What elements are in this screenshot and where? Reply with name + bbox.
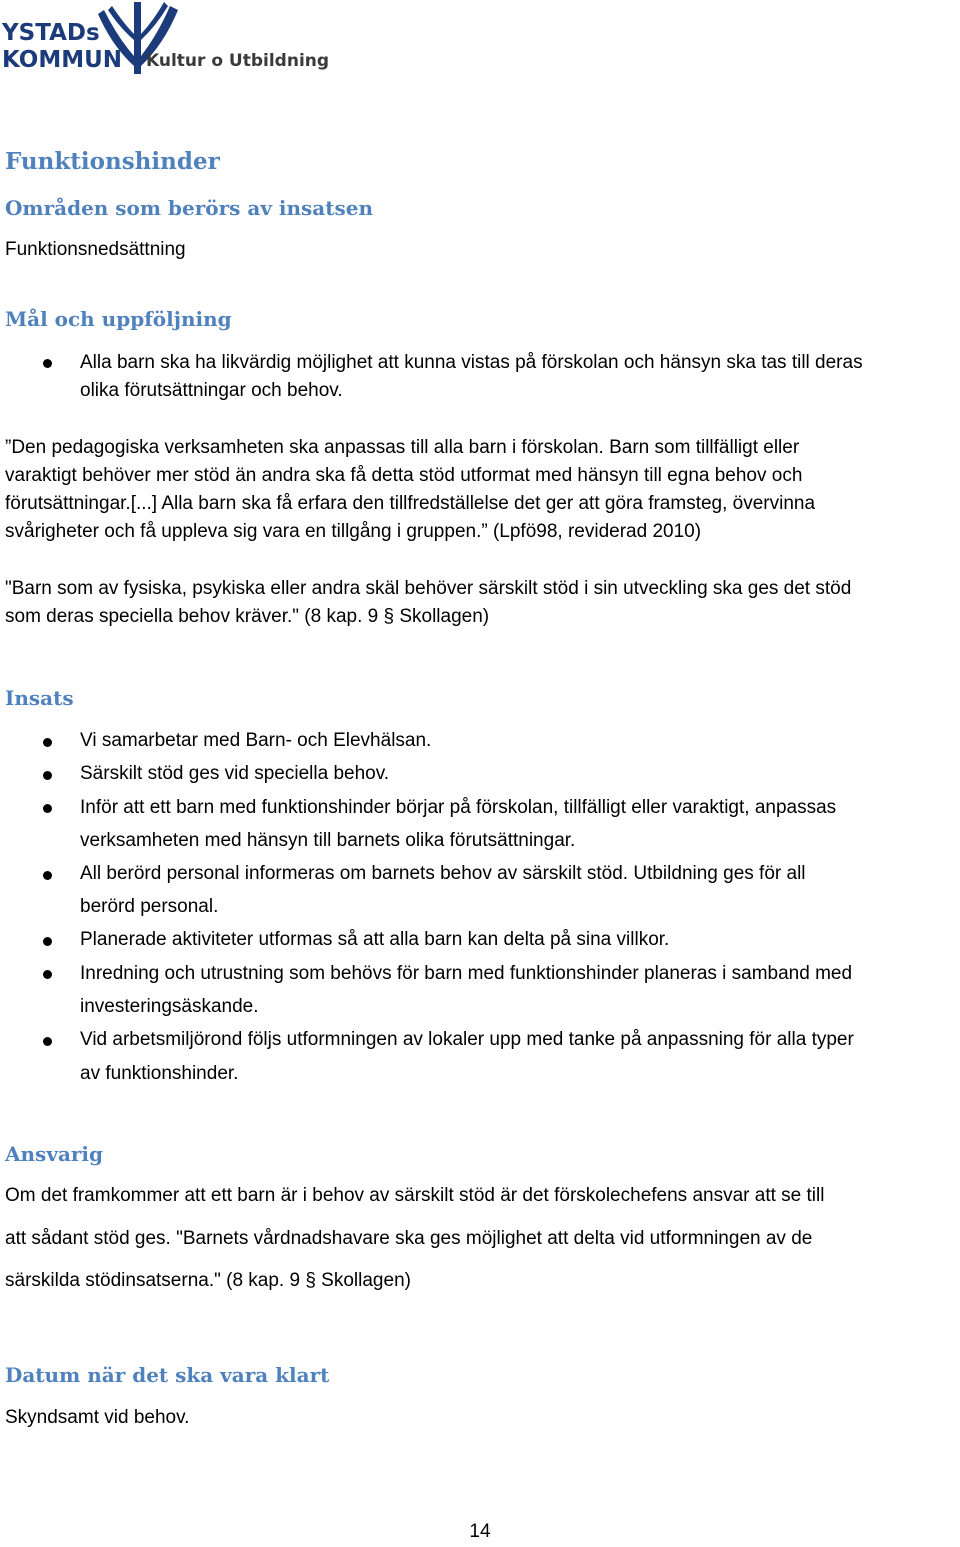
goals-heading: Mål och uppföljning xyxy=(5,307,232,331)
bullet-icon xyxy=(43,738,52,747)
goals-bullet-line2: olika förutsättningar och behov. xyxy=(80,380,343,401)
ystad-kommun-logo xyxy=(0,0,340,80)
bullet-icon xyxy=(43,1037,52,1046)
actions-item-3-line1: Inför att ett barn med funktionshinder börjar på förskolan, tillfälligt eller varaktigt, anpassas xyxy=(80,797,837,818)
responsible-line3: särskilda stödinsatserna." (8 kap. 9 § Skollagen) xyxy=(5,1270,411,1291)
responsible-heading: Ansvarig xyxy=(5,1142,104,1166)
logo-subtitle: Kultur o Utbildning xyxy=(146,51,330,71)
page-title: Funktionshinder xyxy=(5,148,220,175)
actions-item-2: Särskilt stöd ges vid speciella behov. xyxy=(80,763,390,784)
logo-line2: KOMMUN xyxy=(2,47,123,73)
bullet-icon xyxy=(43,970,52,979)
goals-quote-line2: varaktigt behöver mer stöd än andra ska få detta stöd utformat med hänsyn till egna behov och xyxy=(5,465,803,486)
deadline-heading: Datum när det ska vara klart xyxy=(5,1363,330,1387)
responsible-line1: Om det framkommer att ett barn är i behov av särskilt stöd är det förskolechefens ansvar att se till xyxy=(5,1185,825,1206)
page-number: 14 xyxy=(469,1521,491,1542)
actions-item-1: Vi samarbetar med Barn- och Elevhälsan. xyxy=(80,730,432,751)
deadline-text: Skyndsamt vid behov. xyxy=(5,1407,190,1428)
logo-graphic xyxy=(0,0,340,80)
bullet-icon xyxy=(43,871,52,880)
logo-line1: YSTADs xyxy=(2,20,100,46)
actions-item-6-line2: investeringsäskande. xyxy=(80,996,259,1017)
bullet-icon xyxy=(43,359,52,368)
goals-law-line1: "Barn som av fysiska, psykiska eller andra skäl behöver särskilt stöd i sin utveckling ska ges det stöd xyxy=(5,578,852,599)
bullet-icon xyxy=(43,804,52,813)
goals-quote-line3: förutsättningar.[...] Alla barn ska få erfara den tillfredställelse det ger att göra framsteg, övervinna xyxy=(5,493,816,514)
areas-heading: Områden som berörs av insatsen xyxy=(5,196,374,220)
actions-item-7-line1: Vid arbetsmiljörond följs utformningen av lokaler upp med tanke på anpassning för alla typer xyxy=(80,1029,854,1050)
actions-heading: Insats xyxy=(5,686,74,710)
areas-text: Funktionsnedsättning xyxy=(5,239,186,260)
goals-bullet-line1: Alla barn ska ha likvärdig möjlighet att kunna vistas på förskolan och hänsyn ska tas till deras xyxy=(80,352,863,373)
actions-item-3-line2: verksamheten med hänsyn till barnets olika förutsättningar. xyxy=(80,830,576,851)
goals-quote-line4: svårigheter och få uppleva sig vara en tillgång i gruppen.” (Lpfö98, reviderad 2010) xyxy=(5,521,702,542)
bullet-icon xyxy=(43,771,52,780)
goals-law-line2: som deras speciella behov kräver." (8 kap. 9 § Skollagen) xyxy=(5,606,490,627)
goals-quote-line1: ”Den pedagogiska verksamheten ska anpassas till alla barn i förskolan. Barn som tillfälligt eller xyxy=(5,437,800,458)
actions-item-4-line2: berörd personal. xyxy=(80,896,219,917)
bullet-icon xyxy=(43,937,52,946)
responsible-line2: att sådant stöd ges. "Barnets vårdnadshavare ska ges möjlighet att delta vid utformningen av de xyxy=(5,1228,813,1249)
actions-item-7-line2: av funktionshinder. xyxy=(80,1063,239,1084)
actions-item-6-line1: Inredning och utrustning som behövs för barn med funktionshinder planeras i samband med xyxy=(80,963,853,984)
actions-item-4-line1: All berörd personal informeras om barnets behov av särskilt stöd. Utbildning ges för all xyxy=(80,863,806,884)
actions-item-5: Planerade aktiviteter utformas så att alla barn kan delta på sina villkor. xyxy=(80,929,670,950)
